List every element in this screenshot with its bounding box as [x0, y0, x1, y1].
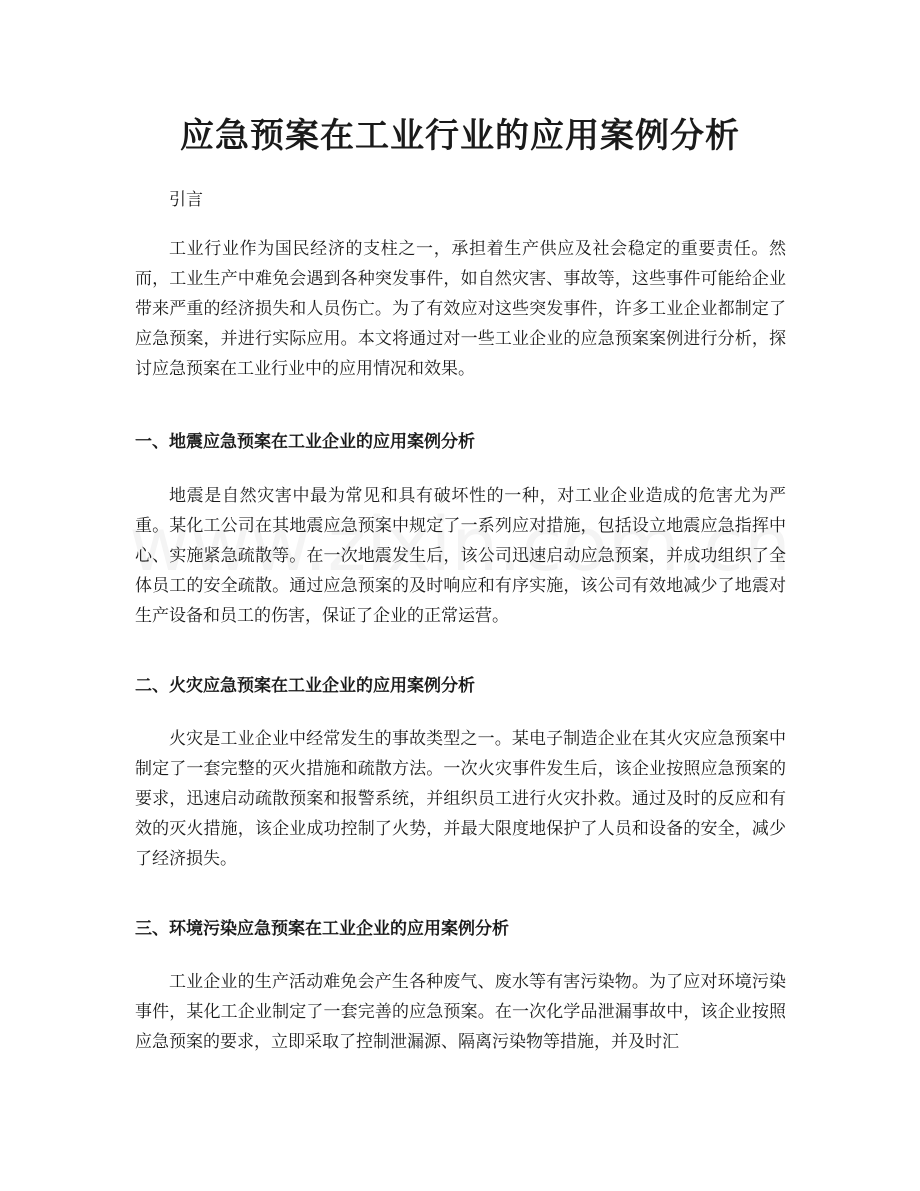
document-title: 应急预案在工业行业的应用案例分析 — [180, 116, 740, 156]
section-paragraph-earthquake: 地震是自然灾害中最为常见和具有破坏性的一种，对工业企业造成的危害尤为严重。某化工公司在其地震应急预案中规定了一系列应对措施，包括设立地震应急指挥中心、实施紧急疏散等。在一次地震发生后，该公司迅速启动应急预案，并成功组织了全体员工的安全疏散。通过应急预案的及时响应和有序实施，该公司有效地减少了地震对生产设备和员工的伤害，保证了企业的正常运营。 — [135, 486, 786, 626]
intro-heading: 引言 — [169, 190, 203, 210]
section-heading-pollution: 三、环境污染应急预案在工业企业的应用案例分析 — [135, 919, 509, 939]
intro-paragraph: 工业行业作为国民经济的支柱之一，承担着生产供应及社会稳定的重要责任。然而，工业生产中难免会遇到各种突发事件，如自然灾害、事故等，这些事件可能给企业带来严重的经济损失和人员伤亡。为了有效应对这些突发事件，许多工业企业都制定了应急预案，并进行实际应用。本文将通过对一些工业企业的应急预案案例进行分析，探讨应急预案在工业行业中的应用情况和效果。 — [135, 239, 786, 379]
section-heading-earthquake: 一、地震应急预案在工业企业的应用案例分析 — [135, 432, 475, 452]
section-paragraph-pollution: 工业企业的生产活动难免会产生各种废气、废水等有害污染物。为了应对环境污染事件，某化工企业制定了一套完善的应急预案。在一次化学品泄漏事故中，该企业按照应急预案的要求，立即采取了控制泄漏源、隔离污染物等措施，并及时汇 — [135, 972, 786, 1052]
section-heading-fire: 二、火灾应急预案在工业企业的应用案例分析 — [135, 676, 475, 696]
section-paragraph-fire: 火灾是工业企业中经常发生的事故类型之一。某电子制造企业在其火灾应急预案中制定了一套完整的灭火措施和疏散方法。一次火灾事件发生后，该企业按照应急预案的要求，迅速启动疏散预案和报警系统，并组织员工进行火灾扑救。通过及时的反应和有效的灭火措施，该企业成功控制了火势，并最大限度地保护了人员和设备的安全，减少了经济损失。 — [135, 729, 786, 869]
